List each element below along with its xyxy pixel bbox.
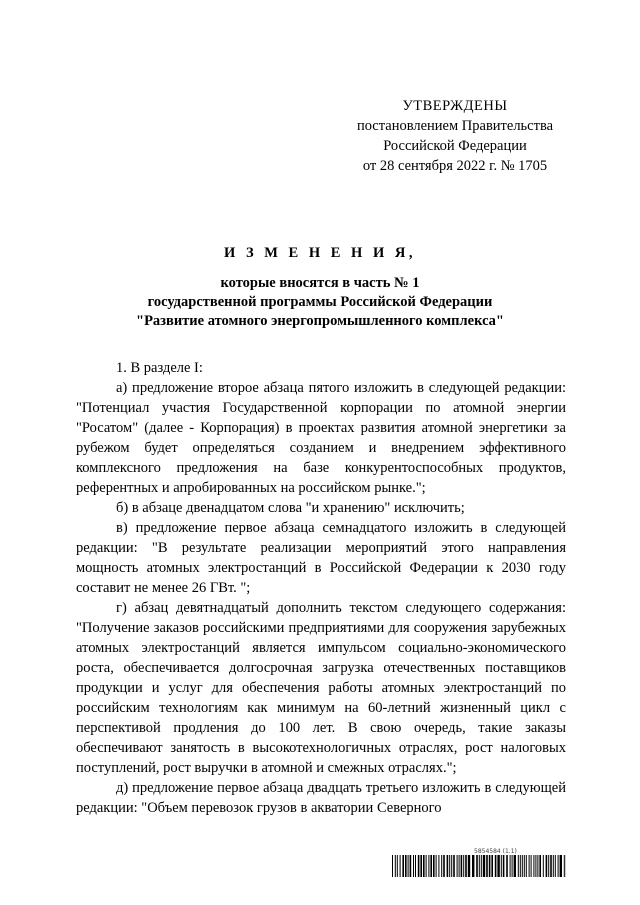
approval-line-1: постановлением Правительства bbox=[356, 118, 554, 134]
heading-line-2: государственной программы Российской Федерации bbox=[147, 294, 493, 310]
document-heading bbox=[60, 244, 580, 331]
paragraph-1: 1. В разделе I: bbox=[116, 360, 203, 376]
paragraph-5: г) абзац девятнадцатый дополнить текстом следующего содержания: "Получение заказов российскими предприятиями для сооружения зарубежных атомных электростанций является импульсом социально-экономического роста, обеспечивается долгосрочная загрузка отечественных поставщиков продукции и услуг для обеспечения работы атомных электростанций по российским технологиям как минимум на 60-летний жизненный цикл с перспективой продления до 100 лет. В свою очередь, такие заказы обеспечивают занятость в высокотехнологичных отраслях, рост налоговых поступлений, рост выручки в атомной и смежных отраслях."; bbox=[76, 600, 566, 776]
paragraph-4: в) предложение первое абзаца семнадцатого изложить в следующей редакции: "В результате реализации мероприятий этого направления мощность атомных электростанций в Российской Федерации к 2030 году составит не менее 26 ГВт. "; bbox=[76, 520, 566, 596]
heading-title: И З М Е Н Е Н И Я, bbox=[224, 245, 416, 261]
paragraph-2: а) предложение второе абзаца пятого изложить в следующей редакции: "Потенциал участия Государственной корпорации по атомной энергии "Росатом" (далее - Корпорация) в проектах развития атомной энергетики за рубежом будет определяться созданием и внедрением эффективного комплексного предложения на базе конкурентоспособных продуктов, референтных и апробированных на российском рынке."; bbox=[76, 380, 566, 496]
document-id: 5854584 (1.1) bbox=[474, 848, 517, 855]
paragraph-6: д) предложение первое абзаца двадцать третьего изложить в следующей редакции: "Объем перевозок грузов в акватории Северного bbox=[76, 780, 566, 816]
approval-title: УТВЕРЖДЕНЫ bbox=[402, 98, 508, 114]
approval-block bbox=[330, 96, 580, 176]
heading-line-3: "Развитие атомного энергопромышленного комплекса" bbox=[136, 313, 504, 329]
document-body bbox=[76, 358, 566, 818]
paragraph-3: б) в абзаце двенадцатом слова "и хранению" исключить; bbox=[116, 500, 465, 516]
approval-line-3: от 28 сентября 2022 г. № 1705 bbox=[362, 158, 548, 174]
approval-line-2: Российской Федерации bbox=[383, 138, 527, 154]
barcode-graphic bbox=[392, 855, 566, 877]
heading-line-1: которые вносятся в часть № 1 bbox=[220, 275, 420, 291]
